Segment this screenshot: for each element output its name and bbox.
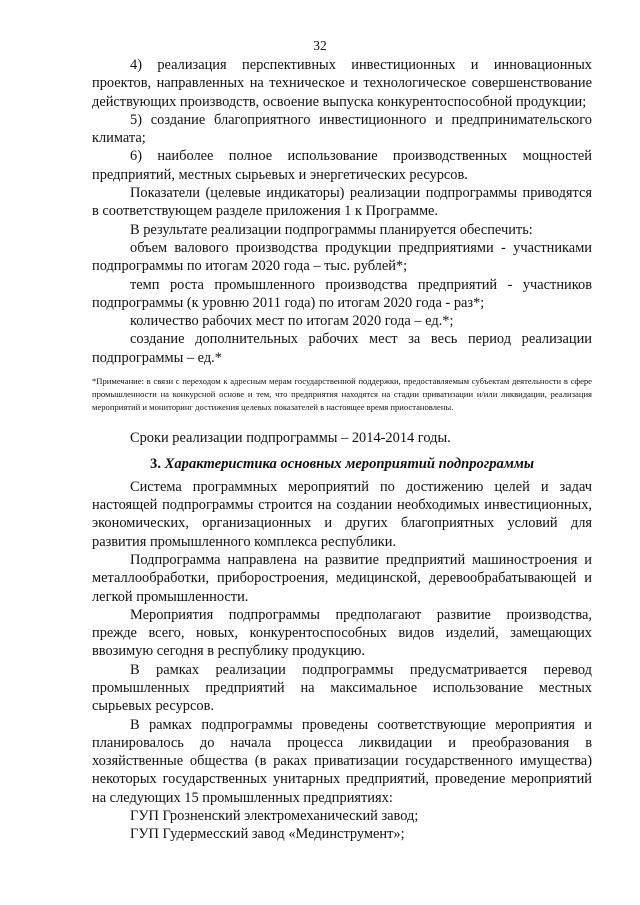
page-number: 32 [313,38,327,53]
paragraph-local-resources: В рамках реализации подпрограммы предусматривается перевод промышленных предприятий на максимальное использование местных сырьевых ресурсов. [92,661,592,715]
footnote: *Примечание: в связи с переходом к адресным мерам государственной поддержки, предоставляемым субъектам деятельности в сфере промышленности на конкурсной основе и тем, что предприятия находятся на стадии приватизации и/или ликвидации, реализация мероприятий и мониторинг достижения целевых показателей в настоящее время приостановлены. [92,376,592,412]
list-item-enterprise: ГУП Гудермесский завод «Мединструмент»; [130,826,405,843]
list-item-enterprise: ГУП Грозненский электромеханический завод; [130,808,419,825]
section-title: Характеристика основных мероприятий подпрограммы [164,455,534,472]
paragraph-goal-6: 6) наиболее полное использование производственных мощностей предприятий, местных сырьевых и энергетических ресурсов. [92,148,592,183]
document-body [92,56,592,844]
paragraph-result-volume: объем валового производства продукции предприятиями - участниками подпрограммы по итогам 2020 года – тыс. рублей*; [92,239,592,275]
paragraph-enterprises: В рамках подпрограммы проведены соответствующие мероприятия и планировалось до начала процесса ликвидации и преобразования в хозяйственные общества (в раках приватизации государственного имущества) некоторых государственных унитарных предприятий, проведение мероприятий на следующих 15 промышленных предприятиях: [92,716,592,806]
terms-line: Сроки реализации подпрограммы – 2014-2014 годы. [130,430,451,447]
paragraph-goal-4: 4) реализация перспективных инвестиционных и инновационных проектов, направленных на техническое и технологическое совершенствование действующих производств, освоение выпуска конкурентоспособной продукции; [92,57,592,110]
paragraph-result-growth: темп роста промышленного производства предприятий - участников подпрограммы (к уровню 2011 года) по итогам 2020 года - раз*; [92,276,592,311]
paragraph-direction: Подпрограмма направлена на развитие предприятий машиностроения и металлообработки, приборостроения, медицинской, деревообрабатывающей и легкой промышленности. [92,551,592,605]
paragraph-result-jobs: количество рабочих мест по итогам 2020 года – ед.*; [130,313,454,330]
paragraph-goal-5: 5) создание благоприятного инвестиционного и предпринимательского климата; [92,111,592,147]
paragraph-result-new-jobs: создание дополнительных рабочих мест за весь период реализации подпрограммы – ед.* [92,331,592,366]
paragraph-indicators: Показатели (целевые индикаторы) реализации подпрограммы приводятся в соответствующем разделе приложения 1 к Программе. [92,185,592,220]
paragraph-system: Система программных мероприятий по достижению целей и задач настоящей подпрограммы строится на создании необходимых инвестиционных, экономических, организационных и других благоприятных условий для развития промышленного комплекса республики. [92,478,592,550]
paragraph-measures: Мероприятия подпрограммы предполагают развитие производства, прежде всего, новых, конкурентоспособных видов изделий, замещающих ввозимую сегодня в республику продукцию. [92,606,592,660]
section-heading [92,454,592,474]
section-number: 3. [150,455,161,472]
paragraph-results-intro: В результате реализации подпрограммы планируется обеспечить: [130,221,533,238]
